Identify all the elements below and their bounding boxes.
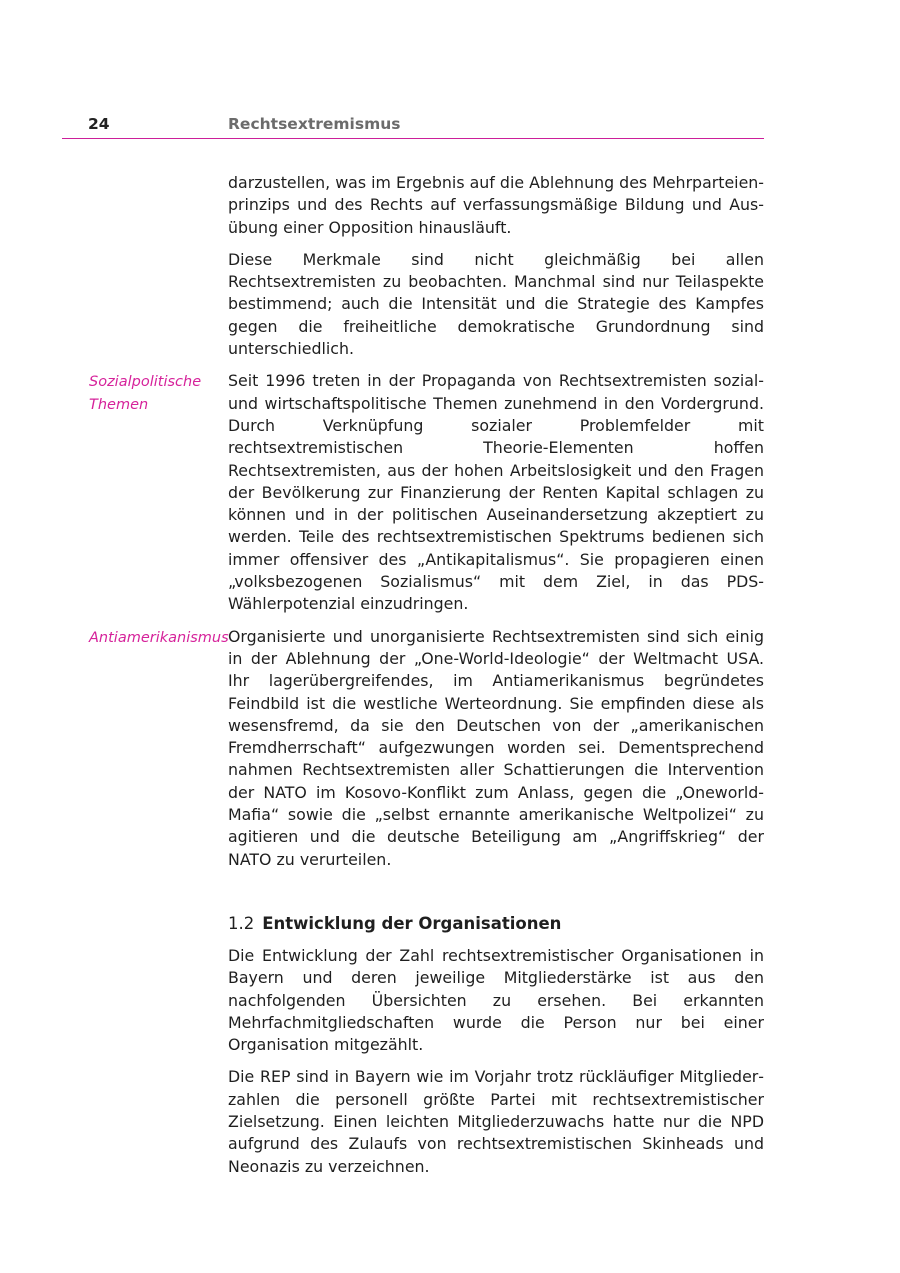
paragraph-text: Seit 1996 treten in der Propaganda von Rechtsextremisten sozial- und wirtschaftspolitische Themen zunehmend in den Vordergrund. Durch Verknüpfung sozialer Problemfelder mit rechtsextremistischen Theorie-Elementen hoffen Rechtsextremisten, aus der hohen Arbeitslosigkeit und den Fragen der Bevölkerung zur Finanzierung der Renten Kapital schlagen zu können und in der politischen Auseinandersetzung akzeptiert zu werden. Teile des rechtsextremistischen Spektrums bedienen sich immer offensiver des „Antikapitalismus“. Sie propagieren einen „volksbezogenen Sozialismus“ mit dem Ziel, in das PDS-Wählerpotenzial einzudringen. bbox=[228, 371, 764, 614]
running-title: Rechtsextremismus bbox=[228, 115, 401, 133]
paragraph-text: Die Entwicklung der Zahl rechtsextremistischer Organisationen in Bayern und deren jeweilige Mitgliederstärke ist aus den nachfolgenden Übersichten zu ersehen. Bei erkannten Mehrfachmitgliedschaften wurde die Person nur bei einer Organisation mitgezählt. bbox=[228, 945, 764, 1055]
paragraph bbox=[89, 370, 764, 615]
margin-note-sozialpolitische-themen: Sozialpolitische Themen bbox=[89, 374, 202, 413]
main-content bbox=[89, 172, 764, 1188]
paragraph bbox=[228, 249, 764, 360]
section-heading bbox=[228, 913, 764, 935]
paragraph-text: Organisierte und unorganisierte Rechtsextremisten sind sich einig in der Ablehnung der „One-World-Ideologie“ der Weltmacht USA. Ihr lagerübergreifendes, im Antiamerikanismus begründetes Feindbild ist die westliche Werteordnung. Sie empfinden diese als wesensfremd, da sie den Deutschen von der „amerikanischen Fremdherrschaft“ aufgezwungen worden sei. Dementsprechend nahmen Rechtsextremisten aller Schattierungen die Intervention der NATO im Kosovo-Konflikt zum Anlass, gegen die „Oneworld-Mafia“ sowie die „selbst ernannte amerikanische Weltpolizei“ zu agitieren und die deutsche Beteiligung am „Angriffskrieg“ der NATO zu verurteilen. bbox=[228, 626, 764, 869]
margin-note-antiamerikanismus: Antiamerikanismus bbox=[89, 629, 229, 646]
page-header bbox=[62, 112, 764, 139]
page-number: 24 bbox=[88, 115, 110, 133]
section-title: Entwicklung der Organisationen bbox=[262, 913, 562, 933]
paragraph bbox=[228, 1066, 764, 1177]
section-number: 1.2 bbox=[228, 913, 255, 933]
paragraph bbox=[89, 626, 764, 871]
paragraph-text: Diese Merkmale sind nicht gleichmäßig bei allen Rechtsextremisten zu beobachten. Manchmal sind nur Teilaspekte bestimmend; auch die Intensität und die Strategie des Kampfes gegen die freiheitliche demokratische Grundordnung sind unterschiedlich. bbox=[228, 249, 764, 359]
paragraph bbox=[228, 172, 764, 239]
paragraph-text: Die REP sind in Bayern wie im Vorjahr trotz rückläufiger Mitgliederzahlen die personell größte Partei mit rechtsextremistischer Zielsetzung. Einen leichten Mitgliederzuwachs hatte nur die NPD aufgrund des Zulaufs von rechtsextremistischen Skinheads und Neonazis zu verzeichnen. bbox=[228, 1067, 764, 1176]
paragraph-text: darzustellen, was im Ergebnis auf die Ablehnung des Mehrparteienprinzips und des Rechts auf verfassungsmäßige Bildung und Ausübung einer Opposition hinausläuft. bbox=[228, 173, 764, 237]
paragraph bbox=[228, 945, 764, 1056]
